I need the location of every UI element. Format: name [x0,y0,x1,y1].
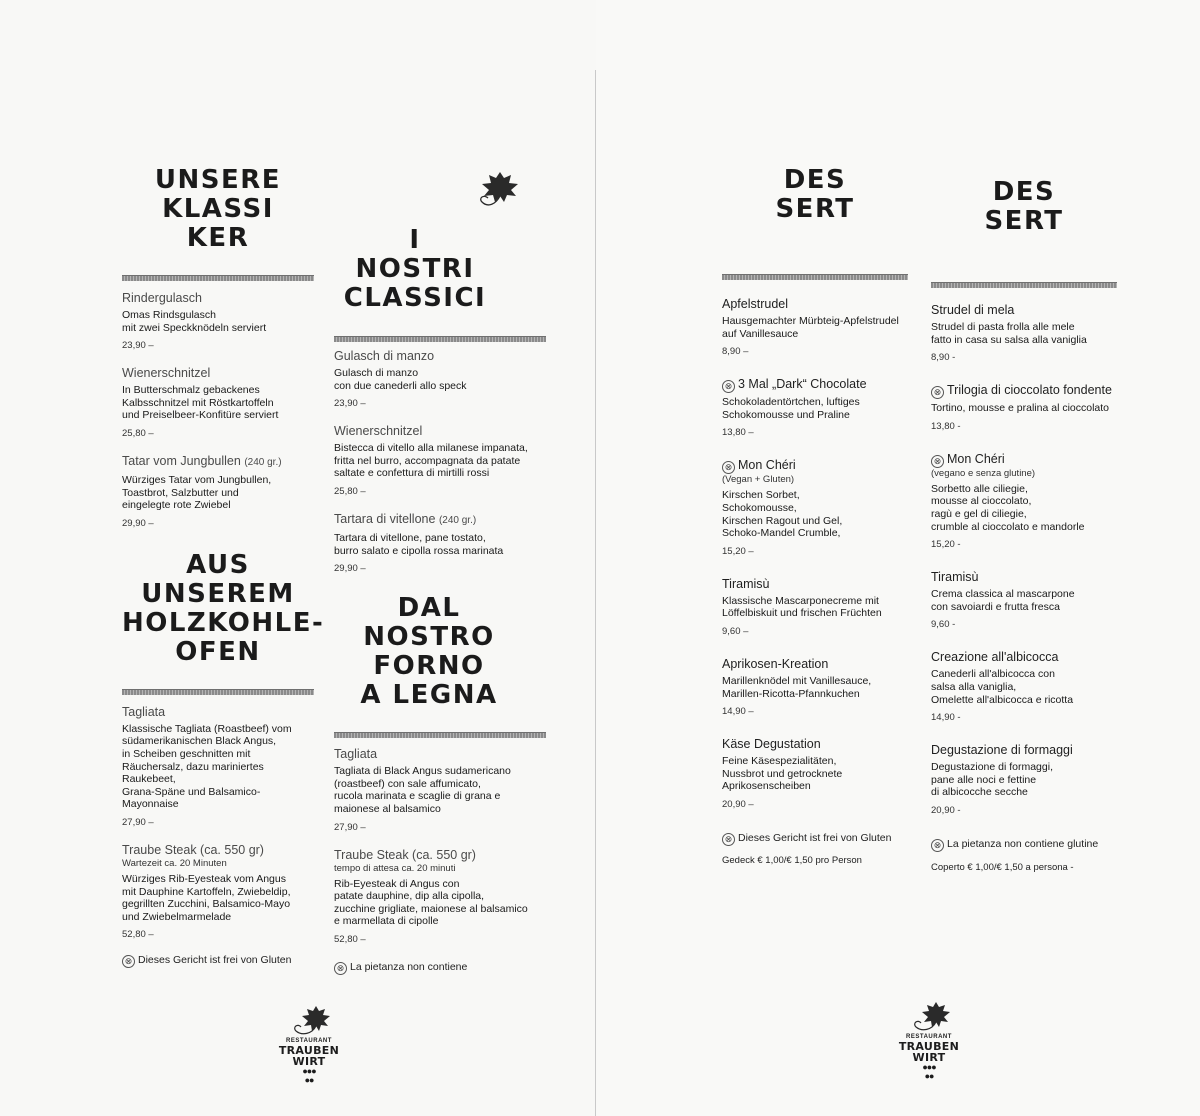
dessert-items-italian [931,302,1117,816]
menu-item-description: Crema classica al mascarpone con savoiardi e frutta fresca [931,588,1075,613]
gluten-free-icon: ⊗ [931,386,944,399]
menu-item-description: Würziges Tatar vom Jungbullen, Toastbrot, Salzbutter und eingelegte rote Zwiebel [122,473,272,512]
forno-items-italian [334,746,546,945]
classics-items-german [122,290,314,529]
menu-item-description: Omas Rindsgulasch mit zwei Speckknödeln serviert [122,309,267,334]
gluten-free-icon: ⊗ [722,461,735,474]
menu-item-description: Canederli all'albicocca con salsa alla vaniglia, Omelette all'albicocca e ricotta [931,668,1074,706]
gluten-free-icon: ⊗ [722,833,735,846]
menu-item-price: 8,90 - [931,352,956,364]
column-classics-italian [334,226,546,975]
menu-item [931,451,1117,550]
menu-item-price: 29,90 – [334,563,366,575]
menu-item-description: Sorbetto alle ciliegie, mousse al cioccolato, ragù e gel di ciliegie, crumble al cioccolato e mandorle [931,482,1085,533]
menu-item [931,742,1117,816]
menu-item-title: Tagliata [122,704,166,719]
menu-item-title: ⊗ Mon Chéri [722,457,908,474]
menu-item-description: Rib-Eyesteak di Angus con patate dauphine, dip alla cipolla, zucchine grigliate, maionese al balsamico e marmellata di cipolle [334,877,528,928]
menu-item [334,746,546,832]
menu-item [122,290,314,351]
menu-item [122,704,314,828]
section-divider [931,282,1117,288]
menu-item [722,457,908,556]
section-heading-dessert: DES SERT [775,165,855,224]
grape-dots-icon: ●●● ●● [922,1062,936,1081]
menu-item [334,348,546,409]
menu-item [931,302,1117,363]
menu-item [722,576,908,637]
classici-items-italian [334,348,546,574]
menu-item-title: ⊗ 3 Mal „Dark“ Chocolate [722,376,908,393]
menu-item-price: 52,80 – [122,929,154,941]
section-heading-classici: I NOSTRI CLASSICI [343,225,487,313]
menu-item-price: 25,80 – [122,427,154,439]
menu-item-title: Aprikosen-Kreation [722,656,829,671]
menu-item-note: Wartezeit ca. 20 Minuten [122,857,227,869]
menu-item [931,649,1117,723]
logo-line-trauben: TRAUBEN [278,1044,340,1057]
logo-line-trauben: TRAUBEN [898,1040,960,1053]
menu-item-weight: (240 gr.) [244,456,282,468]
grape-dots-icon: ●●● ●● [302,1066,316,1085]
menu-item-title: Rindergulasch [122,291,202,305]
menu-item-price: 14,90 – [722,706,754,718]
section-divider [122,689,314,695]
wood-oven-items-german [122,704,314,941]
menu-item-title: Tiramisù [931,570,979,585]
section-divider [334,732,546,738]
menu-item-description: Hausgemachter Mürbteig-Apfelstrudel auf Vanillesauce [722,315,899,340]
menu-item-description: Feine Käsespezialitäten, Nussbrot und getrocknete Aprikosenscheiben [722,755,843,793]
gluten-free-note: ⊗ La pietanza non contiene [334,961,546,975]
menu-item-price: 27,90 – [122,816,154,828]
menu-item-description: Tortino, mousse e pralina al cioccolato [931,402,1110,415]
vine-leaf-icon [284,1004,334,1038]
menu-item-title: Tagliata [334,747,378,762]
menu-item-price: 29,90 – [122,517,154,529]
menu-item-note: (vegano e senza glutine) [931,467,1036,479]
cover-charge-note: Gedeck € 1,00/€ 1,50 pro Person [722,854,862,866]
section-heading-wood-oven: AUS UNSEREM HOLZKOHLE- OFEN [122,549,325,667]
menu-item-price: 13,80 – [722,427,754,439]
restaurant-logo [894,1000,964,1081]
menu-item-price: 27,90 – [334,821,366,833]
page-fold [595,70,596,1116]
menu-item [722,296,908,357]
menu-item-note: tempo di attesa ca. 20 minuti [334,862,456,874]
menu-item-title: Gulasch di manzo [334,349,435,363]
column-dessert-german [722,166,908,866]
menu-item [334,511,546,574]
menu-item-title: Apfelstrudel [722,297,789,311]
menu-item-title: Tartara di vitellone (240 gr.) [334,511,477,526]
logo-line-wirt: WIRT [912,1051,946,1064]
menu-item [722,656,908,717]
vine-leaf-icon [474,168,526,210]
menu-item-title: Tatar vom Jungbullen (240 gr.) [122,453,282,468]
section-heading-forno: DAL NOSTRO FORNO A LEGNA [360,593,498,711]
logo-line-wirt: WIRT [292,1055,326,1068]
menu-item-title: Tiramisù [722,576,770,591]
menu-item [334,423,546,497]
menu-item-description: Schokoladentörtchen, luftiges Schokomousse und Praline [722,396,860,421]
menu-item-price: 15,20 – [722,545,754,557]
menu-item-title: Traube Steak (ca. 550 gr) [334,847,476,862]
menu-item [122,365,314,439]
gluten-free-note: ⊗ La pietanza non contiene glutine [931,838,1117,852]
section-divider [122,275,314,281]
section-heading-classics: UNSERE KLASSI KER [154,165,282,253]
menu-item-weight: (240 gr.) [438,514,477,526]
menu-item [122,842,314,940]
menu-item-price: 20,90 – [722,798,754,810]
menu-item-description: Tagliata di Black Angus sudamericano (roastbeef) con sale affumicato, rucola marinata e scaglie di grana e maionese al balsamico [334,765,511,815]
menu-item-description: Klassische Tagliata (Roastbeef) vom südamerikanischen Black Angus, in Scheiben geschnitten mit Räuchersalz, dazu mariniertes Raukebeet, Grana-Späne und Balsamico-Mayonnaise [122,722,292,811]
logo-line-restaurant: RESTAURANT [286,1038,332,1044]
menu-item-description: Klassische Mascarponecreme mit Löffelbiskuit und frischen Früchten [722,594,882,620]
menu-item [931,569,1117,630]
dessert-items-german [722,296,908,810]
menu-item-price: 23,90 – [122,340,154,352]
menu-item [122,453,314,529]
menu-item-price: 25,80 – [334,485,366,497]
menu-item-price: 15,20 - [931,539,961,551]
gluten-free-icon: ⊗ [122,955,135,968]
menu-item [334,847,546,945]
gluten-free-icon: ⊗ [334,962,347,975]
menu-item-title: Degustazione di formaggi [931,743,1073,758]
section-divider [334,336,546,342]
menu-item-description: Gulasch di manzo con due canederli allo speck [334,367,467,392]
gluten-free-note: ⊗ Dieses Gericht ist frei von Gluten [722,832,908,846]
menu-item-title: Käse Degustation [722,737,821,752]
menu-item-description: In Butterschmalz gebackenes Kalbsschnitzel mit Röstkartoffeln und Preiselbeer-Konfitüre serviert [122,384,279,422]
menu-item-price: 14,90 - [931,712,961,724]
menu-item-price: 13,80 - [931,420,961,432]
menu-item-title: Wienerschnitzel [122,366,211,381]
gluten-free-icon: ⊗ [722,380,735,393]
menu-item-title: Traube Steak (ca. 550 gr) [122,842,264,857]
menu-item-price: 9,60 - [931,619,956,631]
menu-item-note: (Vegan + Gluten) [722,474,795,486]
menu-item-description: Kirschen Sorbet, Schokomousse, Kirschen Ragout und Gel, Schoko-Mandel Crumble, [722,489,843,540]
menu-item [931,382,1117,432]
menu-item-price: 9,60 – [722,625,749,637]
vine-leaf-icon [904,1000,954,1034]
menu-item [722,736,908,810]
column-dessert-italian [931,178,1117,873]
menu-item-description: Marillenknödel mit Vanillesauce, Marillen-Ricotta-Pfannkuchen [722,674,872,700]
gluten-free-note: ⊗ Dieses Gericht ist frei von Gluten [122,954,314,968]
menu-item [722,376,908,438]
menu-item-title: ⊗ Trilogia di cioccolato fondente [931,382,1117,399]
menu-item-description: Tartara di vitellone, pane tostato, burro salato e cipolla rossa marinata [334,531,504,557]
menu-item-price: 20,90 - [931,804,961,816]
restaurant-logo [274,1004,344,1085]
menu-item-title: Wienerschnitzel [334,424,423,439]
menu-item-title: ⊗ Mon Chéri [931,451,1117,468]
menu-item-price: 8,90 – [722,346,749,358]
menu-item-description: Bistecca di vitello alla milanese impanata, fritta nel burro, accompagnata da patate saltate e confettura di mirtilli rossi [334,442,528,480]
menu-item-title: Strudel di mela [931,303,1015,317]
cover-charge-note: Coperto € 1,00/€ 1,50 a persona - [931,861,1074,873]
menu-item-price: 23,90 – [334,398,366,410]
section-divider [722,274,908,280]
menu-item-description: Degustazione di formaggi, pane alle noci e fettine di albicocche secche [931,761,1053,799]
menu-item-title: Creazione all'albicocca [931,650,1059,665]
section-heading-dessert: DES SERT [984,177,1064,236]
logo-line-restaurant: RESTAURANT [906,1034,952,1040]
menu-item-description: Strudel di pasta frolla alle mele fatto in casa su salsa alla vaniglia [931,321,1087,346]
menu-item-price: 52,80 – [334,933,366,945]
column-classics-german [122,165,325,968]
menu-item-description: Würziges Rib-Eyesteak vom Angus mit Dauphine Kartoffeln, Zwiebeldip, gegrillten Zucchini, Balsamico-Mayo und Zwiebelmarmelade [122,872,291,923]
gluten-free-icon: ⊗ [931,839,944,852]
gluten-free-icon: ⊗ [931,455,944,468]
